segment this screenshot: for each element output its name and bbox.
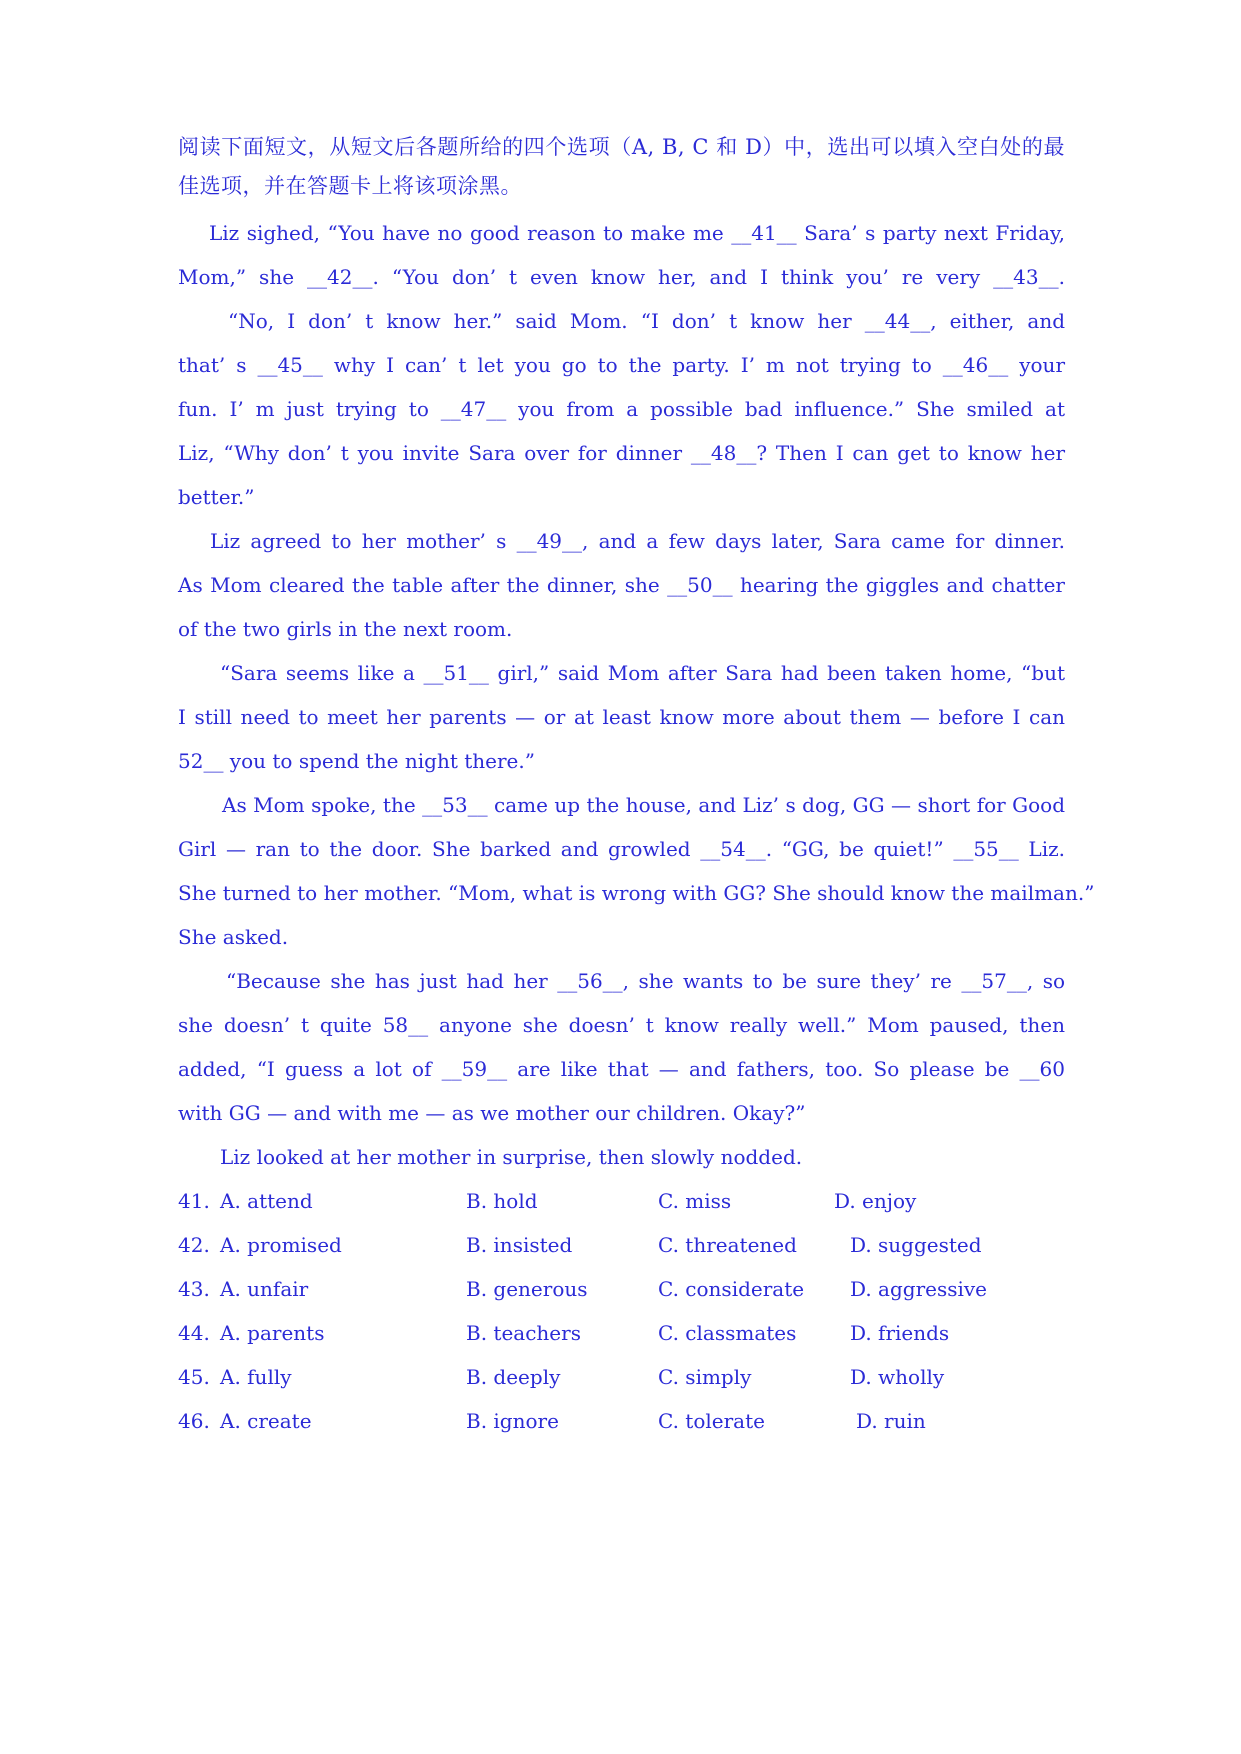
question-number: 44. xyxy=(178,1321,210,1345)
passage-line: I still need to meet her parents — or at least know more about them — before I can xyxy=(178,705,1065,729)
option-c: C. miss xyxy=(658,1189,732,1213)
option-a: A. attend xyxy=(220,1189,313,1213)
passage-line: of the two girls in the next room. xyxy=(178,617,513,641)
passage-line: Liz sighed, “You have no good reason to make me __41__ Sara’ s party next Friday, xyxy=(209,221,1065,245)
option-d: D. wholly xyxy=(850,1365,945,1389)
option-d: D. enjoy xyxy=(834,1189,917,1213)
option-b: B. hold xyxy=(466,1189,538,1213)
option-c: C. threatened xyxy=(658,1233,797,1257)
passage-line: Mom,” she __42__. “You don’ t even know her, and I think you’ re very __43__. xyxy=(178,265,1065,289)
instruction-line-1: 阅读下面短文，从短文后各题所给的四个选项（A, B, C 和 D）中，选出可以填入空白处的最 xyxy=(178,135,1065,159)
option-b: B. insisted xyxy=(466,1233,573,1257)
passage-line: Liz, “Why don’ t you invite Sara over for dinner __48__? Then I can get to know her xyxy=(178,441,1065,465)
question-number: 42. xyxy=(178,1233,210,1257)
option-a: A. fully xyxy=(220,1365,292,1389)
option-d: D. aggressive xyxy=(850,1277,988,1301)
option-b: B. teachers xyxy=(466,1321,581,1345)
question-number: 46. xyxy=(178,1409,210,1433)
option-c: C. tolerate xyxy=(658,1409,765,1433)
option-b: B. generous xyxy=(466,1277,588,1301)
passage-line: “Because she has just had her __56__, she wants to be sure they’ re __57__, so xyxy=(226,969,1065,993)
passage-line: Girl — ran to the door. She barked and growled __54__. “GG, be quiet!” __55__ Liz. xyxy=(178,837,1065,861)
passage-line: “Sara seems like a __51__ girl,” said Mom after Sara had been taken home, “but xyxy=(220,661,1065,685)
passage-line: added, “I guess a lot of __59__ are like that — and fathers, too. So please be __60 xyxy=(178,1057,1065,1081)
option-c: C. simply xyxy=(658,1365,752,1389)
option-c: C. classmates xyxy=(658,1321,797,1345)
option-b: B. ignore xyxy=(466,1409,559,1433)
question-number: 45. xyxy=(178,1365,210,1389)
passage-line: She turned to her mother. “Mom, what is wrong with GG? She should know the mailman.” xyxy=(178,881,1095,905)
passage-line: she doesn’ t quite 58__ anyone she doesn’ t know really well.” Mom paused, then xyxy=(178,1013,1065,1037)
passage-line: Liz agreed to her mother’ s __49__, and a few days later, Sara came for dinner. xyxy=(210,529,1065,553)
option-a: A. create xyxy=(220,1409,312,1433)
option-d: D. friends xyxy=(850,1321,950,1345)
option-c: C. considerate xyxy=(658,1277,805,1301)
passage-line: As Mom cleared the table after the dinner, she __50__ hearing the giggles and chatter xyxy=(178,573,1065,597)
option-a: A. promised xyxy=(220,1233,342,1257)
passage-line: She asked. xyxy=(178,925,289,949)
passage-line: Liz looked at her mother in surprise, then slowly nodded. xyxy=(220,1145,803,1169)
option-b: B. deeply xyxy=(466,1365,561,1389)
passage-line: “No, I don’ t know her.” said Mom. “I don’ t know her __44__, either, and xyxy=(228,309,1065,333)
option-d: D. suggested xyxy=(850,1233,982,1257)
passage-line: 52__ you to spend the night there.” xyxy=(178,749,535,773)
passage-line: better.” xyxy=(178,485,255,509)
passage-line: As Mom spoke, the __53__ came up the house, and Liz’ s dog, GG — short for Good xyxy=(222,793,1065,817)
passage-line: with GG — and with me — as we mother our children. Okay?” xyxy=(178,1101,806,1125)
question-number: 43. xyxy=(178,1277,210,1301)
instruction-line-2: 佳选项，并在答题卡上将该项涂黑。 xyxy=(178,174,522,198)
option-d: D. ruin xyxy=(856,1409,926,1433)
option-a: A. parents xyxy=(220,1321,325,1345)
passage-line: fun. I’ m just trying to __47__ you from a possible bad influence.” She smiled at xyxy=(178,397,1065,421)
option-a: A. unfair xyxy=(220,1277,309,1301)
question-number: 41. xyxy=(178,1189,210,1213)
passage-line: that’ s __45__ why I can’ t let you go to the party. I’ m not trying to __46__ your xyxy=(178,353,1065,377)
